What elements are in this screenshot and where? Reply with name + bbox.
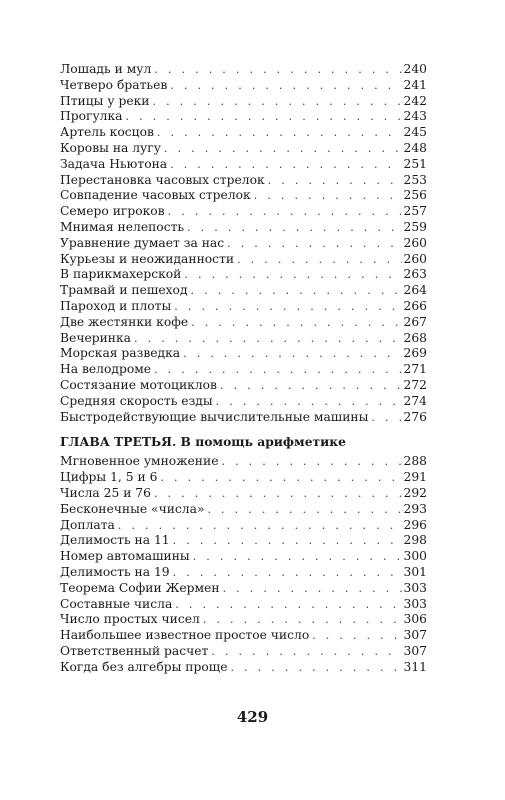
- toc-entry: [60, 486, 427, 502]
- toc-entry-page: 241: [403, 77, 427, 92]
- toc-entry: [60, 173, 427, 189]
- toc-entry-title: Доплата: [60, 517, 115, 532]
- toc-entry-title: Делимость на 19: [60, 564, 170, 579]
- toc-entry-title: На велодроме: [60, 362, 152, 377]
- dot-leader: [174, 299, 401, 315]
- toc-entry-page: 306: [403, 612, 427, 627]
- toc-entry-title: Птицы у реки: [60, 93, 150, 108]
- toc-entry-page: 269: [403, 346, 427, 361]
- toc-entry: [60, 346, 427, 362]
- toc-entry-title: Уравнение думает за нас: [60, 235, 225, 250]
- toc-entry: [60, 109, 427, 125]
- toc-entry: [60, 125, 427, 141]
- toc-entry-title: Совпадение часовых стрелок: [60, 188, 251, 203]
- dot-leader: [193, 549, 402, 565]
- toc-entry-page: 264: [403, 283, 427, 298]
- toc-entry-title: Бесконечные «числа»: [60, 501, 205, 516]
- dot-leader: [254, 188, 402, 204]
- dot-leader: [175, 597, 401, 613]
- dot-leader: [191, 315, 401, 331]
- dot-leader: [231, 660, 402, 676]
- dot-leader: [154, 486, 402, 502]
- toc-entry-page: 292: [403, 485, 427, 500]
- toc-entry-title: Трамвай и пешеход: [60, 283, 188, 298]
- toc-entry: [60, 454, 427, 470]
- table-of-contents: [60, 62, 427, 675]
- toc-entry-title: Мгновенное умножение: [60, 454, 219, 469]
- dot-leader: [312, 628, 401, 644]
- toc-entry-title: Цифры 1, 5 и 6: [60, 470, 158, 485]
- toc-entry-page: 272: [403, 377, 427, 392]
- toc-entry-title: В парикмахерской: [60, 267, 182, 282]
- toc-entry-page: 257: [403, 204, 427, 219]
- dot-leader: [216, 394, 402, 410]
- toc-entry-page: 276: [403, 409, 427, 424]
- toc-entry-title: Четверо братьев: [60, 77, 168, 92]
- toc-entry: [60, 533, 427, 549]
- toc-entry-title: Наибольшее известное простое число: [60, 628, 310, 643]
- toc-entry: [60, 236, 427, 252]
- toc-entry: [60, 252, 427, 268]
- toc-entry-title: Пароход и плоты: [60, 298, 172, 313]
- toc-entry: [60, 378, 427, 394]
- toc-entry-page: 293: [403, 501, 427, 516]
- dot-leader: [207, 502, 401, 518]
- toc-entry-page: 271: [403, 362, 427, 377]
- toc-entry-title: Вечеринка: [60, 330, 132, 345]
- toc-entry-page: 253: [403, 172, 427, 187]
- dot-leader: [227, 236, 401, 252]
- toc-entry: [60, 644, 427, 660]
- toc-entry-title: Мнимая нелепость: [60, 219, 185, 234]
- toc-entry-page: 303: [403, 580, 427, 595]
- toc-entry-page: 242: [403, 93, 427, 108]
- toc-entry-title: Быстродействующие вычислительные машины: [60, 409, 369, 424]
- toc-entry: [60, 220, 427, 236]
- toc-entry-title: Составные числа: [60, 596, 173, 611]
- dot-leader: [154, 62, 401, 78]
- toc-entry-page: 260: [403, 251, 427, 266]
- chapter-heading: ГЛАВА ТРЕТЬЯ. В помощь арифметике: [60, 434, 346, 450]
- toc-entry: [60, 394, 427, 410]
- toc-entry-title: Делимость на 11: [60, 533, 170, 548]
- toc-entry-title: Семеро игроков: [60, 204, 165, 219]
- toc-entry: [60, 267, 427, 283]
- dot-leader: [168, 204, 402, 220]
- toc-entry-page: 268: [403, 330, 427, 345]
- dot-leader: [118, 518, 402, 534]
- toc-entry-title: Теорема Софии Жермен: [60, 580, 220, 595]
- toc-entry-title: Номер автомашины: [60, 549, 190, 564]
- toc-entry: [60, 628, 427, 644]
- toc-entry-page: 260: [403, 235, 427, 250]
- dot-leader: [157, 125, 402, 141]
- toc-section-1: [60, 62, 427, 425]
- toc-entry: [60, 502, 427, 518]
- toc-entry-page: 274: [403, 393, 427, 408]
- dot-leader: [126, 109, 402, 125]
- toc-entry: [60, 315, 427, 331]
- toc-entry: [60, 470, 427, 486]
- toc-entry: [60, 581, 427, 597]
- toc-entry-title: Задача Ньютона: [60, 156, 168, 171]
- toc-entry-title: Артель косцов: [60, 125, 154, 140]
- toc-entry: [60, 157, 427, 173]
- toc-entry: [60, 597, 427, 613]
- toc-entry-page: 288: [403, 454, 427, 469]
- toc-entry: [60, 299, 427, 315]
- dot-leader: [371, 410, 401, 426]
- toc-entry-title: Числа 25 и 76: [60, 485, 151, 500]
- toc-entry: [60, 78, 427, 94]
- toc-entry-page: 245: [403, 125, 427, 140]
- toc-entry-title: Число простых чисел: [60, 612, 200, 627]
- dot-leader: [170, 157, 401, 173]
- toc-entry-title: Перестановка часовых стрелок: [60, 172, 265, 187]
- dot-leader: [221, 454, 401, 470]
- toc-entry-title: Средняя скорость езды: [60, 393, 213, 408]
- toc-entry: [60, 283, 427, 299]
- dot-leader: [183, 346, 401, 362]
- dot-leader: [134, 331, 402, 347]
- toc-entry: [60, 331, 427, 347]
- toc-entry-page: 256: [403, 188, 427, 203]
- toc-entry-page: 301: [403, 564, 427, 579]
- dot-leader: [154, 362, 401, 378]
- toc-entry-title: Коровы на лугу: [60, 140, 161, 155]
- toc-entry-title: Морская разведка: [60, 346, 181, 361]
- dot-leader: [160, 470, 401, 486]
- toc-entry: [60, 660, 427, 676]
- toc-entry-page: 291: [403, 470, 427, 485]
- toc-entry-page: 307: [403, 628, 427, 643]
- toc-entry-page: 243: [403, 109, 427, 124]
- toc-entry-page: 296: [403, 517, 427, 532]
- toc-entry: [60, 62, 427, 78]
- toc-entry-page: 240: [403, 62, 427, 76]
- dot-leader: [203, 612, 402, 628]
- dot-leader: [173, 533, 402, 549]
- toc-entry-title: Курьезы и неожиданности: [60, 251, 235, 266]
- toc-entry-page: 266: [403, 298, 427, 313]
- dot-leader: [223, 581, 402, 597]
- toc-entry: [60, 188, 427, 204]
- toc-entry-page: 251: [403, 156, 427, 171]
- toc-entry: [60, 518, 427, 534]
- toc-entry: [60, 141, 427, 157]
- dot-leader: [268, 173, 402, 189]
- dot-leader: [220, 378, 402, 394]
- toc-entry-page: 263: [403, 267, 427, 282]
- dot-leader: [153, 94, 402, 110]
- toc-entry: [60, 362, 427, 378]
- toc-entry: [60, 565, 427, 581]
- toc-entry-title: Две жестянки кофе: [60, 314, 189, 329]
- toc-entry: [60, 204, 427, 220]
- page-number: 429: [236, 708, 269, 726]
- toc-entry-title: Лошадь и мул: [60, 62, 152, 76]
- toc-entry-title: Когда без алгебры проще: [60, 659, 228, 674]
- toc-entry-page: 307: [403, 643, 427, 658]
- toc-entry-page: 248: [403, 140, 427, 155]
- toc-entry-page: 311: [403, 659, 427, 674]
- toc-entry-page: 259: [403, 219, 427, 234]
- toc-entry-page: 303: [403, 596, 427, 611]
- toc-entry-title: Ответственный расчет: [60, 643, 209, 658]
- toc-entry-title: Состязание мотоциклов: [60, 377, 217, 392]
- toc-entry: [60, 549, 427, 565]
- dot-leader: [170, 78, 401, 94]
- toc-entry-page: 300: [403, 549, 427, 564]
- toc-entry-page: 267: [403, 314, 427, 329]
- dot-leader: [237, 252, 401, 268]
- dot-leader: [191, 283, 402, 299]
- dot-leader: [164, 141, 402, 157]
- toc-entry-page: 298: [403, 533, 427, 548]
- dot-leader: [211, 644, 401, 660]
- toc-section-2: [60, 454, 427, 675]
- toc-entry: [60, 612, 427, 628]
- dot-leader: [184, 267, 401, 283]
- toc-entry: [60, 94, 427, 110]
- toc-entry: [60, 410, 427, 426]
- toc-entry-title: Прогулка: [60, 109, 123, 124]
- dot-leader: [173, 565, 402, 581]
- dot-leader: [187, 220, 401, 236]
